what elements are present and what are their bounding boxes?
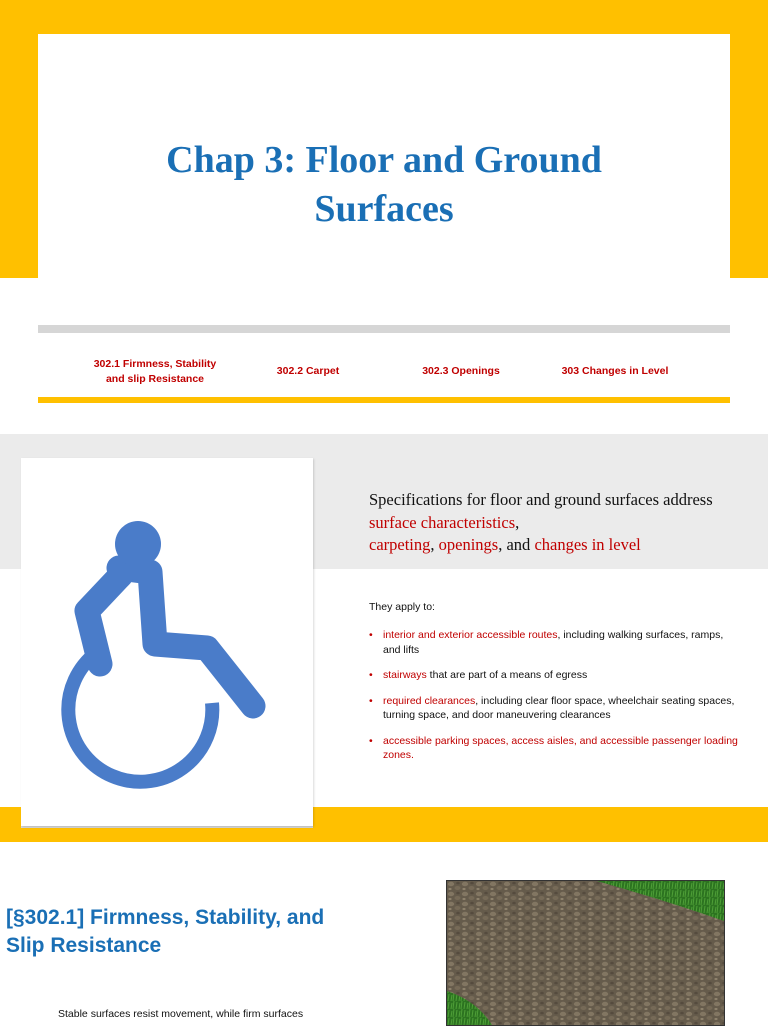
- bullet-icon: •: [369, 669, 373, 681]
- link-302-3[interactable]: [406, 364, 516, 379]
- list-item-highlight: accessible parking spaces, access aisles, and accessible passenger loading zones.: [383, 734, 738, 761]
- page-title: [38, 136, 730, 234]
- list-item-highlight: required clearances: [383, 694, 476, 707]
- list-item-text: , including walking surfaces, ramps, and lifts: [383, 629, 724, 656]
- divider-gray: [38, 325, 730, 333]
- list-item: [369, 668, 739, 683]
- link-302-1-line1: 302.1 Firmness, Stability: [93, 358, 217, 370]
- list-item: [369, 734, 739, 763]
- list-item-text: , including clear floor space, wheelchair seating spaces, turning space, and door maneuvering clearances: [383, 694, 735, 721]
- intro-text-2: ,: [515, 512, 520, 532]
- apply-list: [369, 628, 739, 774]
- list-item-text: that are part of a means of egress: [426, 669, 588, 681]
- link-302-3-label: 302.3 Openings: [422, 365, 500, 377]
- accent-bar-left-small: [0, 807, 14, 842]
- link-302-2[interactable]: [258, 364, 358, 379]
- wheelchair-accessibility-icon: [21, 458, 313, 826]
- slide-firmness: [0, 852, 768, 1024]
- title-line-1: Chap 3: Floor and Ground: [166, 139, 602, 181]
- list-item: [369, 628, 739, 657]
- section-body: Stable surfaces resist movement, while firm surfaces: [58, 1008, 304, 1020]
- accent-bar-left: [0, 0, 38, 278]
- intro-red-2: carpeting: [369, 535, 431, 554]
- link-302-1[interactable]: [80, 357, 230, 387]
- accent-bar-top: [0, 0, 768, 34]
- accent-bar-right: [730, 0, 768, 278]
- link-303-label: 303 Changes in Level: [561, 365, 669, 377]
- bullet-icon: •: [369, 629, 373, 641]
- list-item-highlight: stairways: [383, 669, 427, 681]
- icon-card: [21, 458, 313, 826]
- list-item: [369, 694, 739, 723]
- link-302-2-label: 302.2 Carpet: [276, 365, 340, 377]
- intro-red-3: openings: [438, 535, 499, 554]
- apply-label: They apply to:: [369, 601, 435, 613]
- bullet-icon: •: [369, 694, 373, 707]
- slide-overview: [0, 434, 768, 842]
- intro-text-4: , and: [498, 535, 535, 554]
- gravel-path-image: [447, 881, 724, 1025]
- intro-red-4: changes in level: [534, 535, 641, 554]
- title-line-2: Surfaces: [314, 188, 454, 230]
- intro-red-1: surface characteristics: [369, 512, 516, 532]
- slide-title: [0, 0, 768, 424]
- list-item-highlight: interior and exterior accessible routes: [383, 629, 558, 641]
- section-title: [§302.1] Firmness, Stability, and Slip Resistance: [6, 906, 325, 957]
- link-302-1-line2: and slip Resistance: [105, 373, 205, 385]
- divider-yellow: [38, 397, 730, 403]
- gravel-path-photo: [446, 880, 725, 1026]
- bullet-icon: •: [369, 734, 373, 747]
- intro-text-1: Specifications for floor and ground surfaces address: [369, 490, 713, 509]
- link-303[interactable]: [550, 364, 680, 379]
- intro-text-3: ,: [430, 535, 439, 554]
- intro-paragraph: [369, 489, 749, 557]
